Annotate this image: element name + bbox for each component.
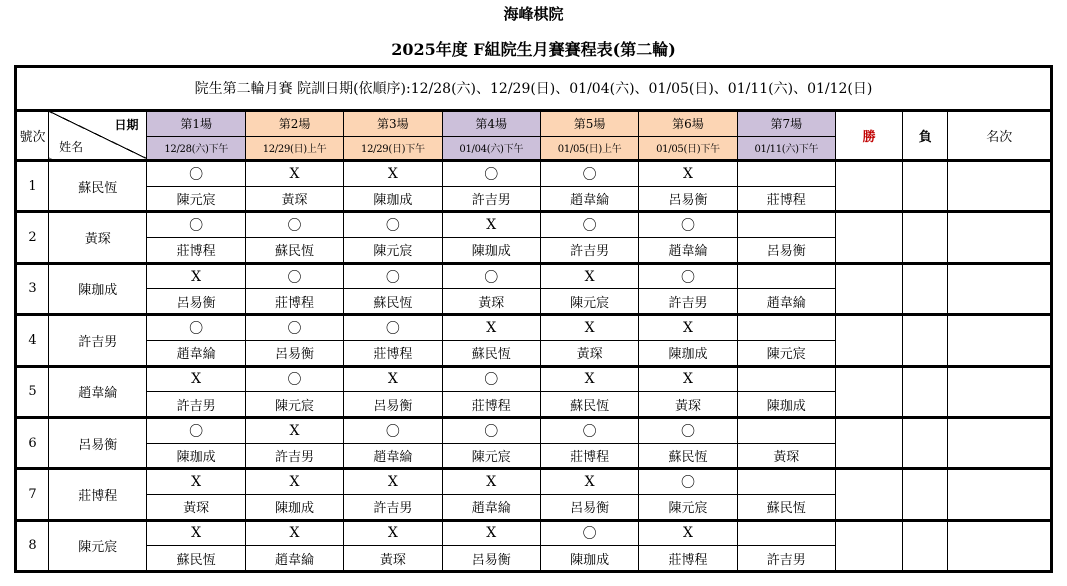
match-result: 〇	[147, 212, 245, 238]
rank-value	[948, 366, 1052, 417]
match-result: X	[344, 366, 442, 392]
player-name: 呂易衡	[49, 417, 147, 468]
match-result: 〇	[147, 417, 245, 443]
match-result: X	[245, 520, 343, 546]
loss-count	[903, 212, 948, 263]
opponent-name: 趙韋綸	[639, 238, 737, 264]
opponent-name: 呂易衡	[737, 238, 835, 264]
match-result: 〇	[344, 263, 442, 289]
player-number: 6	[16, 417, 49, 468]
match-result: X	[245, 161, 343, 187]
match-result	[737, 417, 835, 443]
match-result: 〇	[540, 161, 638, 187]
round-label: 第7場	[737, 110, 835, 136]
loss-count	[903, 366, 948, 417]
match-result: X	[147, 263, 245, 289]
col-header-date-name	[49, 110, 147, 160]
match-result: 〇	[245, 263, 343, 289]
round-label: 第2場	[245, 110, 343, 136]
loss-count	[903, 263, 948, 314]
player-row	[16, 263, 1052, 289]
rank-value	[948, 161, 1052, 212]
rank-value	[948, 263, 1052, 314]
opponent-name: 呂易衡	[147, 289, 245, 315]
match-result: 〇	[442, 263, 540, 289]
opponent-name: 趙韋綸	[737, 289, 835, 315]
opponent-name: 莊博程	[737, 186, 835, 212]
col-header-win: 勝	[835, 110, 902, 160]
round-date: 12/28(六)下午	[147, 136, 245, 161]
match-result: X	[442, 315, 540, 341]
match-result: 〇	[245, 366, 343, 392]
match-result	[737, 315, 835, 341]
win-count	[835, 212, 902, 263]
opponent-name: 呂易衡	[639, 186, 737, 212]
opponent-name: 陳珈成	[639, 340, 737, 366]
player-row	[16, 212, 1052, 238]
player-name: 許吉男	[49, 315, 147, 366]
opponent-name: 蘇民恆	[344, 289, 442, 315]
opponent-name: 許吉男	[442, 186, 540, 212]
loss-count	[903, 315, 948, 366]
match-result: 〇	[344, 417, 442, 443]
opponent-name: 蘇民恆	[737, 494, 835, 520]
opponent-name: 蘇民恆	[540, 392, 638, 418]
match-result: 〇	[344, 212, 442, 238]
col-header-name: 姓名	[59, 140, 84, 155]
opponent-name: 蘇民恆	[147, 546, 245, 572]
opponent-name: 陳珈成	[442, 238, 540, 264]
win-count	[835, 263, 902, 314]
opponent-name: 莊博程	[442, 392, 540, 418]
loss-count	[903, 520, 948, 571]
training-dates: 院生第二輪月賽 院訓日期(依順序):12/28(六)、12/29(日)、01/04(六)、01/05(日)、01/11(六)、01/12(日)	[16, 67, 1052, 111]
col-header-loss: 負	[903, 110, 948, 160]
player-name: 黃琛	[49, 212, 147, 263]
opponent-name: 莊博程	[344, 340, 442, 366]
opponent-name: 陳珈成	[147, 443, 245, 469]
match-result: X	[540, 366, 638, 392]
win-count	[835, 315, 902, 366]
opponent-name: 黃琛	[737, 443, 835, 469]
rank-value	[948, 469, 1052, 520]
round-label: 第3場	[344, 110, 442, 136]
match-result	[737, 469, 835, 495]
round-date: 12/29(日)下午	[344, 136, 442, 161]
player-name: 陳珈成	[49, 263, 147, 314]
match-result: X	[147, 366, 245, 392]
win-count	[835, 417, 902, 468]
opponent-name: 陳元宸	[147, 186, 245, 212]
player-name: 莊博程	[49, 469, 147, 520]
player-number: 7	[16, 469, 49, 520]
match-result: 〇	[540, 212, 638, 238]
rank-value	[948, 417, 1052, 468]
player-name: 趙韋綸	[49, 366, 147, 417]
player-row	[16, 520, 1052, 546]
opponent-name: 陳元宸	[442, 443, 540, 469]
opponent-name: 莊博程	[147, 238, 245, 264]
match-result: 〇	[442, 417, 540, 443]
opponent-name: 呂易衡	[245, 340, 343, 366]
opponent-name: 許吉男	[344, 494, 442, 520]
match-result: X	[147, 469, 245, 495]
rank-value	[948, 520, 1052, 571]
match-result: X	[540, 263, 638, 289]
player-row	[16, 469, 1052, 495]
opponent-name: 黃琛	[540, 340, 638, 366]
round-date: 01/05(日)上午	[540, 136, 638, 161]
opponent-name: 呂易衡	[540, 494, 638, 520]
player-number: 4	[16, 315, 49, 366]
rank-value	[948, 315, 1052, 366]
opponent-name: 陳元宸	[540, 289, 638, 315]
player-row	[16, 161, 1052, 187]
round-date: 01/05(日)下午	[639, 136, 737, 161]
match-result: 〇	[442, 161, 540, 187]
opponent-name: 黃琛	[639, 392, 737, 418]
match-result: X	[639, 315, 737, 341]
opponent-name: 黃琛	[147, 494, 245, 520]
match-result: X	[442, 520, 540, 546]
player-number: 3	[16, 263, 49, 314]
opponent-name: 莊博程	[245, 289, 343, 315]
match-result: 〇	[245, 315, 343, 341]
match-result: X	[442, 469, 540, 495]
player-number: 1	[16, 161, 49, 212]
opponent-name: 黃琛	[442, 289, 540, 315]
schedule-title: 2025年度 F組院生月賽賽程表(第二輪)	[391, 40, 676, 59]
match-result: 〇	[147, 315, 245, 341]
win-count	[835, 161, 902, 212]
match-result: 〇	[639, 263, 737, 289]
opponent-name: 趙韋綸	[540, 186, 638, 212]
opponent-name: 黃琛	[245, 186, 343, 212]
match-result	[737, 263, 835, 289]
opponent-name: 許吉男	[639, 289, 737, 315]
player-row	[16, 315, 1052, 341]
opponent-name: 趙韋綸	[147, 340, 245, 366]
match-result: X	[639, 366, 737, 392]
match-result	[737, 161, 835, 187]
opponent-name: 陳珈成	[344, 186, 442, 212]
match-result: X	[245, 469, 343, 495]
match-result: X	[147, 520, 245, 546]
round-date: 01/11(六)下午	[737, 136, 835, 161]
match-result: X	[639, 520, 737, 546]
match-result	[737, 212, 835, 238]
round-label: 第6場	[639, 110, 737, 136]
match-result: 〇	[639, 417, 737, 443]
match-result	[737, 366, 835, 392]
opponent-name: 許吉男	[245, 443, 343, 469]
opponent-name: 莊博程	[540, 443, 638, 469]
player-name: 蘇民恆	[49, 161, 147, 212]
round-label: 第1場	[147, 110, 245, 136]
match-result: 〇	[639, 469, 737, 495]
player-number: 5	[16, 366, 49, 417]
academy-title: 海峰棋院	[503, 5, 564, 23]
col-header-date: 日期	[114, 117, 139, 132]
match-result: 〇	[639, 212, 737, 238]
match-result: 〇	[147, 161, 245, 187]
match-result: 〇	[245, 212, 343, 238]
opponent-name: 蘇民恆	[442, 340, 540, 366]
opponent-name: 黃琛	[344, 546, 442, 572]
match-result	[737, 520, 835, 546]
opponent-name: 許吉男	[147, 392, 245, 418]
loss-count	[903, 161, 948, 212]
opponent-name: 陳元宸	[737, 340, 835, 366]
round-label: 第4場	[442, 110, 540, 136]
opponent-name: 許吉男	[540, 238, 638, 264]
match-result: 〇	[540, 520, 638, 546]
opponent-name: 陳珈成	[245, 494, 343, 520]
player-number: 2	[16, 212, 49, 263]
round-label: 第5場	[540, 110, 638, 136]
player-name: 陳元宸	[49, 520, 147, 571]
match-result: 〇	[344, 315, 442, 341]
match-result: X	[442, 212, 540, 238]
opponent-name: 蘇民恆	[639, 443, 737, 469]
opponent-name: 趙韋綸	[245, 546, 343, 572]
schedule-table	[14, 65, 1053, 573]
opponent-name: 陳元宸	[639, 494, 737, 520]
round-date: 01/04(六)下午	[442, 136, 540, 161]
opponent-name: 蘇民恆	[245, 238, 343, 264]
col-header-no: 號次	[16, 110, 49, 160]
match-result: X	[344, 520, 442, 546]
rank-value	[948, 212, 1052, 263]
opponent-name: 趙韋綸	[344, 443, 442, 469]
opponent-name: 陳珈成	[737, 392, 835, 418]
player-row	[16, 366, 1052, 392]
match-result: 〇	[442, 366, 540, 392]
round-date: 12/29(日)上午	[245, 136, 343, 161]
opponent-name: 許吉男	[737, 546, 835, 572]
opponent-name: 莊博程	[639, 546, 737, 572]
match-result: 〇	[540, 417, 638, 443]
opponent-name: 呂易衡	[442, 546, 540, 572]
match-result: X	[344, 469, 442, 495]
win-count	[835, 469, 902, 520]
player-row	[16, 417, 1052, 443]
opponent-name: 陳元宸	[344, 238, 442, 264]
loss-count	[903, 469, 948, 520]
match-result: X	[639, 161, 737, 187]
match-result: X	[540, 469, 638, 495]
match-result: X	[245, 417, 343, 443]
col-header-rank: 名次	[948, 110, 1052, 160]
match-result: X	[344, 161, 442, 187]
opponent-name: 陳珈成	[540, 546, 638, 572]
win-count	[835, 366, 902, 417]
player-number: 8	[16, 520, 49, 571]
opponent-name: 趙韋綸	[442, 494, 540, 520]
loss-count	[903, 417, 948, 468]
opponent-name: 呂易衡	[344, 392, 442, 418]
win-count	[835, 520, 902, 571]
match-result: X	[540, 315, 638, 341]
opponent-name: 陳元宸	[245, 392, 343, 418]
